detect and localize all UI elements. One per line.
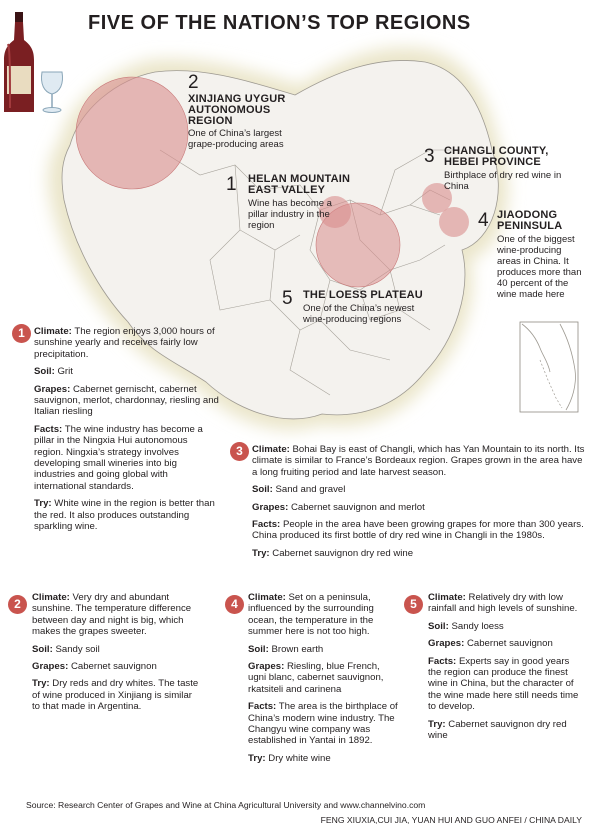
- region-5-name: THE LOESS PLATEAU: [303, 289, 423, 301]
- region-4-circle: [439, 207, 469, 237]
- region-3-description: Birthplace of dry red wine in China: [444, 170, 562, 192]
- badge-5: 5: [404, 595, 423, 614]
- detail-block-2: Climate: Very dry and abundant sunshine. The temperature difference between day and night is big, which makes the grapes sweeter. Soil: Sandy soil Grapes: Cabernet sauvignon Try: Dry reds and dry whites. The taste of wine produced in Xinjiang is similar to that made in Argentina.: [32, 592, 199, 713]
- detail-block-3: Climate: Bohai Bay is east of Changli, which has Yan Mountain to its north. Its climate is similar to France’s Bordeaux region. Grapes grown in the area have a long fruiting period and late harvest season. Soil: Sand and gravel Grapes: Cabernet sauvignon and merlot Facts: People in the area have been growing grapes for more than 300 years. China produced its first bottle of dry red wine in Changli in the 1980s. Try: Cabernet sauvignon dry red wine: [252, 444, 585, 559]
- region-5-description: One of the China’s newest wine-producing regions: [303, 303, 415, 325]
- region-2-circle: [76, 77, 188, 189]
- region-1-name: HELAN MOUNTAIN EAST VALLEY: [248, 173, 351, 196]
- detail-block-4: Climate: Set on a peninsula, influenced by the surrounding ocean, the temperature in the summer here is not too high. Soil: Brown earth Grapes: Riesling, blue French, ugni blanc, cabernet sauvignon, rkatsiteli and carinena Facts: The area is the birthplace of China’s modern wine industry. The Changyu wine company was established in Yantai in 1892. Try: Dry white wine: [248, 592, 398, 764]
- source-note: Source: Research Center of Grapes and Wine at China Agricultural University and www.channelvino.com: [26, 800, 426, 810]
- region-1-description: Wine has become a pillar industry in the region: [248, 198, 332, 231]
- credit-line: FENG XIUXIA,CUI JIA, YUAN HUI AND GUO ANFEI / CHINA DAILY: [320, 815, 582, 825]
- region-3-number: 3: [424, 146, 435, 167]
- region-2-description: One of China’s largest grape-producing areas: [188, 128, 284, 150]
- region-3-name: CHANGLI COUNTY, HEBEI PROVINCE: [444, 145, 549, 168]
- detail-block-5: Climate: Relatively dry with low rainfall and high levels of sunshine. Soil: Sandy loess Grapes: Cabernet sauvignon Facts: Experts say in good years the region can produce the finest wine in China, but the character of the wine made here still needs time to develop. Try: Cabernet sauvignon dry red wine: [428, 592, 579, 742]
- badge-1: 1: [12, 324, 31, 343]
- region-2-number: 2: [188, 72, 199, 93]
- badge-4: 4: [225, 595, 244, 614]
- region-4-number: 4: [478, 210, 489, 231]
- region-5-number: 5: [282, 288, 293, 309]
- badge-2: 2: [8, 595, 27, 614]
- south-china-sea-inset: [520, 322, 578, 412]
- detail-block-1: Climate: The region enjoys 3,000 hours of sunshine yearly and receives fairly low precipitation. Soil: Grit Grapes: Cabernet gernischt, cabernet sauvignon, merlot, chardonnay, riesling and Italian riesling Facts: The wine industry has become a pillar in the Ningxia Hui autonomous region. Ningxia’s strategy involves developing small wineries into big industries and going global with international standards. Try: White wine in the region is better than the red. It also produces outstanding sparkling wine.: [34, 326, 219, 533]
- badge-3: 3: [230, 442, 249, 461]
- wine-bottle-icon: [4, 12, 34, 112]
- region-2-name: XINJIANG UYGUR AUTONOMOUS REGION: [188, 93, 286, 127]
- region-4-name: JIAODONG PENINSULA: [497, 209, 563, 232]
- region-1-number: 1: [226, 174, 237, 195]
- wine-glass-icon: [41, 72, 62, 113]
- region-4-description: One of the biggest wine-producing areas in China. It produces more than 40 percent of the wine made here: [497, 234, 582, 300]
- page-title: FIVE OF THE NATION’S TOP REGIONS: [88, 12, 471, 34]
